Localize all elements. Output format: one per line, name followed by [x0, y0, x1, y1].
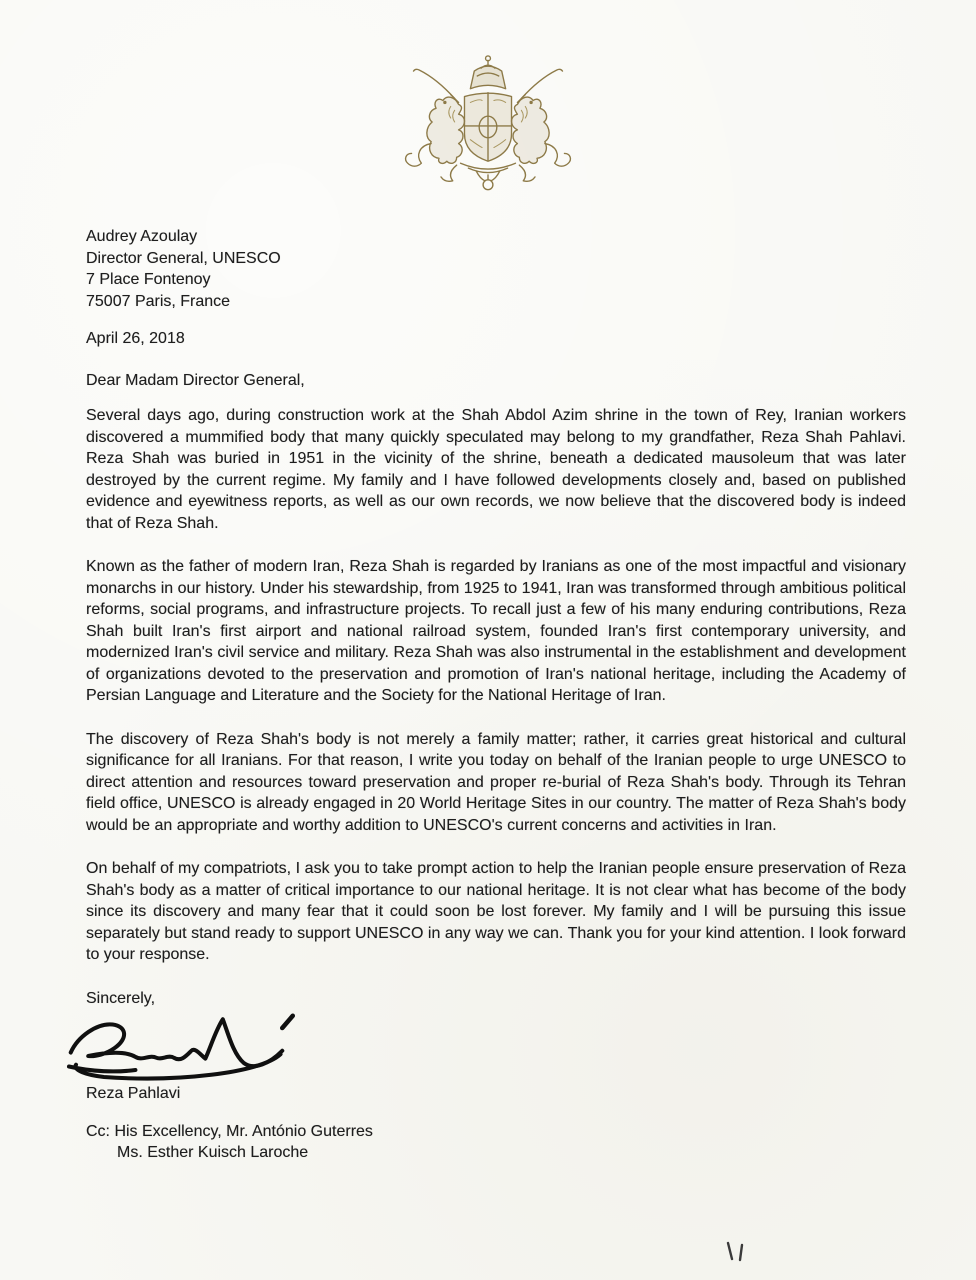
recipient-address-line2: 75007 Paris, France: [86, 292, 231, 310]
recipient-address-line1: 7 Place Fontenoy: [86, 271, 211, 288]
signer-name: Reza Pahlavi: [86, 1085, 181, 1102]
paragraph-3: The discovery of Reza Shah's body is not merely a family matter; rather, it carries great historical and cultural significance for all Iranians. For that reason, I write you today on behalf of the Iranian people to urge UNESCO to direct attention and resources toward preservation and proper re-burial of Reza Shah's body. Through its Tehran field office, UNESCO is already engaged in 20 World Heritage Sites in our country. The matter of Reza Shah's body would be an appropriate and worthy addition to UNESCO's current concerns and activities in Iran.: [86, 730, 906, 834]
pahlavi-imperial-crest-icon: [390, 48, 586, 200]
recipient-title: Director General, UNESCO: [86, 249, 281, 267]
recipient-address-block: [86, 226, 906, 312]
recipient-name: Audrey Azoulay: [86, 228, 198, 245]
letterhead: [0, 0, 976, 200]
cc-block: [86, 1121, 906, 1164]
handwritten-page-mark: [714, 1238, 758, 1266]
cc-line-1: Cc: His Excellency, Mr. António Guterres: [86, 1122, 373, 1140]
letter-date: April 26, 2018: [86, 330, 185, 347]
paragraph-1: Several days ago, during construction work at the Shah Abdol Azim shrine in the town of Rey, Iranian workers discovered a mummified body that many quickly speculated may belong to my grandfather, Reza Shah Pahlavi. Reza Shah was buried in 1951 in the vicinity of the shrine, beneath a dedicated mausoleum that was later destroyed by the current regime. My family and I have followed developments closely and, based on published evidence and eyewitness reports, as well as our own records, we now believe that the discovered body is indeed that of Reza Shah.: [86, 407, 906, 532]
closing: Sincerely,: [86, 989, 156, 1007]
paragraph-4: On behalf of my compatriots, I ask you to take prompt action to help the Iranian people ensure preservation of Reza Shah's body as a matter of critical importance to our national heritage. It is not clear what has become of the body since its discovery and many fear that it could soon be lost forever. My family and I will be pursuing this issue separately but stand ready to support UNESCO in any way we can. Thank you for your kind attention. I look forward to your response.: [86, 860, 906, 963]
salutation: Dear Madam Director General,: [86, 371, 305, 389]
paragraph-2: Known as the father of modern Iran, Reza Shah is regarded by Iranians as one of the most impactful and visionary monarchs in our history. Under his stewardship, from 1925 to 1941, Iran was transformed through ambitious political reforms, social programs, and infrastructure projects. To recall just a few of his many enduring contributions, Reza Shah built Iran's first airport and national railroad system, founded Iran's first contemporary university, and modernized Iran's civil service and military. Reza Shah was also instrumental in the establishment and development of organizations devoted to the preservation and promotion of Iran's national heritage, including the Academy of Persian Language and Literature and the Society for the National Heritage of Iran.: [86, 558, 906, 704]
handwritten-signature: [62, 1007, 298, 1091]
cc-line-2: Ms. Esther Kuisch Laroche: [117, 1144, 309, 1161]
